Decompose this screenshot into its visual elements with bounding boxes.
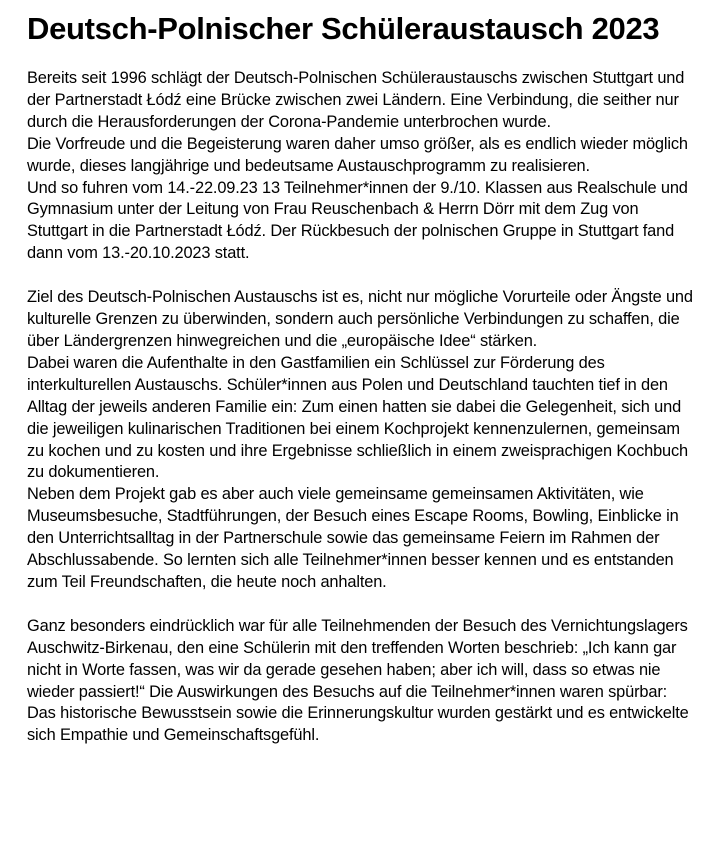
section-intro (27, 68, 696, 265)
paragraph-activities: Neben dem Projekt gab es aber auch viele gemeinsame gemeinsamen Aktivitäten, wie Museumsbesuche, Stadtführungen, der Besuch eines Escape Rooms, Bowling, Einblicke in den Unterrichtsalltag in der Partnerschule sowie das gemeinsame Feiern im Rahmen der Abschlussabende. So lernten sich alle Teilnehmer*innen besser kennen und es entstanden zum Teil Freundschaften, die heute noch anhalten. (27, 485, 679, 591)
paragraph-host-families: Dabei waren die Aufenthalte in den Gastfamilien ein Schlüssel zur Förderung des interkulturellen Austauschs. Schüler*innen aus Polen und Deutschland tauchten tief in den Alltag der jeweils anderen Familie ein: Zum einen hatten sie dabei die Gelegenheit, sich und die jeweiligen kulinarischen Traditionen bei einem Kochprojekt kennenzulernen, gemeinsam zu kochen und zu kosten und ihre Ergebnisse schließlich in einem zweisprachigen Kochbuch zu dokumentieren. (27, 353, 689, 482)
paragraph-auschwitz-visit: Ganz besonders eindrücklich war für alle Teilnehmenden der Besuch des Vernichtungslagers Auschwitz-Birkenau, den eine Schülerin mit den treffenden Worten beschrieb: „Ich kann gar nicht in Worte fassen, was wir da gerade gesehen haben; aber ich will, dass so etwas nie wieder passiert!“ Die Auswirkungen des Besuchs auf die Teilnehmer*innen waren spürbar: Das historische Bewusstsein sowie die Erinnerungskultur wurden gestärkt und es entwickelte sich Empathie und Gemeinschaftsgefühl. (27, 616, 689, 745)
section-auschwitz (27, 616, 696, 747)
paragraph-history: Bereits seit 1996 schlägt der Deutsch-Polnischen Schüleraustauschs zwischen Stuttgart und der Partnerstadt Łódź eine Brücke zwischen zwei Ländern. Eine Verbindung, die seither nur durch die Herausforderungen der Corona-Pandemie unterbrochen wurde. (27, 69, 685, 131)
section-goals (27, 287, 696, 594)
paragraph-anticipation: Die Vorfreude und die Begeisterung waren daher umso größer, als es endlich wieder möglich wurde, dieses langjährige und bedeutsame Austauschprogramm zu realisieren. (27, 134, 688, 175)
paragraph-trip-details: Und so fuhren vom 14.-22.09.23 13 Teilnehmer*innen der 9./10. Klassen aus Realschule und Gymnasium unter der Leitung von Frau Reuschenbach & Herrn Dörr mit dem Zug von Stuttgart in die Partnerstadt Łódź. Der Rückbesuch der polnischen Gruppe in Stuttgart fand dann vom 13.-20.10.2023 statt. (27, 178, 688, 263)
document-title: Deutsch-Polnischer Schüleraustausch 2023 (27, 11, 660, 46)
paragraph-goal: Ziel des Deutsch-Polnischen Austauschs ist es, nicht nur mögliche Vorurteile oder Ängste und kulturelle Grenzen zu überwinden, sondern auch persönliche Verbindungen zu schaffen, die über Ländergrenzen hinwegreichen und die „europäische Idee“ stärken. (27, 288, 693, 350)
